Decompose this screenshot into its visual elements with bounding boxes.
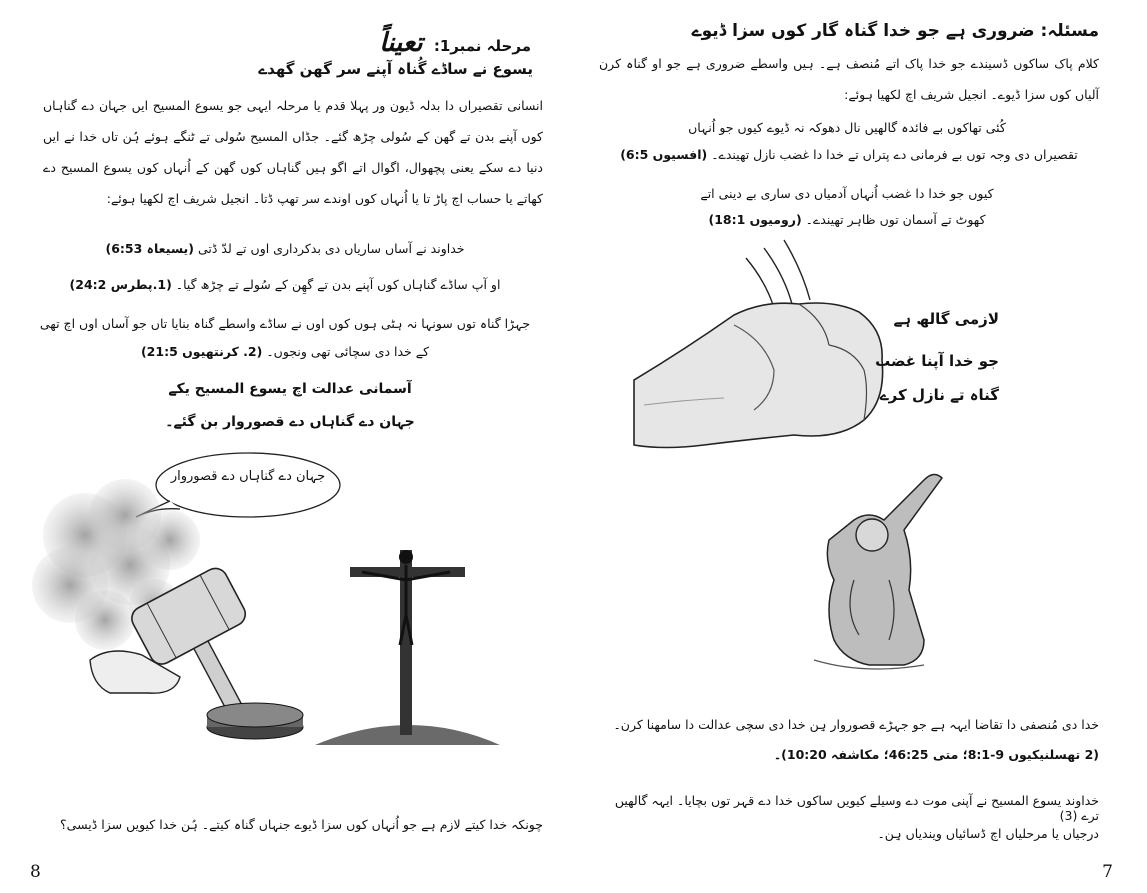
kneeling-man-illustration [774, 460, 974, 680]
verse-isaiah-ref: (یسیعاہ 6:53) [105, 241, 194, 256]
motion-lines [746, 240, 810, 308]
fist-illustration [624, 230, 894, 460]
verse-romans-line1: کیوں جو خدا دا غضب اُنہاں آدمیاں دی ساری بے دینی اتے [700, 186, 994, 201]
bottom-paragraph-1-ref: (2 تھسلنیکیوں 9-8:1؛ متی 46:25؛ مکاشفہ 10:20)۔ [773, 747, 1099, 762]
bottom-paragraph-2-line2: درجیاں یا مرحلیاں اچ ڈسائیاں ویندیاں ہِن۔ [877, 826, 1099, 841]
bottom-paragraph-1-text: خدا دی مُنصفی دا تقاضا ایہہ ہے جو جہڑے قصوروار ہِن خدا دی سچی عدالت دا سامھنا کرن۔ [613, 717, 1099, 732]
side-line2: جو خدا آپنا غضب [875, 352, 999, 370]
stage-heading [379, 28, 531, 58]
bottom-paragraph-2-line1: خداوند یسوع المسیح نے آپنی موت دے وسیلے کیویں ساکوں خدا دے قہر توں بچایا۔ ایہہ گالھیں ترے (3) [614, 793, 1099, 823]
verse-peter [50, 277, 520, 292]
side-line1: لازمی گالھ ہے [893, 310, 999, 328]
cross [315, 550, 500, 745]
bottom-paragraph-1 [599, 710, 1099, 770]
issue-title: مسئلہ: ضروری ہے جو خدا گناہ گار کوں سزا ڈیوے [691, 21, 1099, 41]
verse-isaiah-text: خداوند نے آساں ساریاں دی بدکرداری اوں تے لدّ ڈتی [197, 241, 465, 256]
speech-bubble [136, 453, 340, 517]
verse-ephesians-line2 [599, 147, 1099, 162]
intro-paragraph: انسانی تقصیراں دا بدلہ ڈیون ور پہلا قدم یا مرحلہ ایہی جو یسوع المسیح ایں جہان دے گناہاں کوں آپنے بدن تے گھن کے سُولی چڑھ گئے۔ جڈاں المسیح سُولی تے ٹنگے ہوئے ہُن تاں خدا نے ایں دنیا دے سکے یعنی پچھوال، اگوال اتے اگو ہیں گناہاں کوں گھن کے اُنہاں کوں یسوع المسیح دے کھاتے یا حساب اچ پاڑ تا یا اُنہاں کوں اوندے سر تھپ ڈتا۔ انجیل شریف اچ لکھیا ہوئے: [43, 98, 543, 206]
issue-paragraph: کلام پاک ساکوں ڈسیندے جو خدا پاک اتے مُنصف ہے۔ ہیں واسطے ضروری ہے جو او گناہ کرن آلیاں کوں سزا ڈیوے۔ انجیل شریف اچ لکھیا ہوئے: [599, 56, 1099, 102]
heavenly-court-line2: جہان دے گناہاں دے قصوروار بن گئے۔ [165, 414, 415, 430]
sound-block [207, 703, 303, 739]
verse-ephesians-text: تقصیراں دی وجہ توں بے فرمانی دے پتراں تے خدا دا غضب نازل تھیندے۔ [711, 147, 1078, 162]
stage-label: مرحلہ نمبر1: [433, 37, 531, 55]
stage-name: تعیناً [379, 28, 423, 58]
stage-subtitle: یسوع نے ساڈے گُناہ آپنے سر گھن گھدے [258, 60, 533, 78]
verse-peter-text: او آپ ساڈے گناہاں کوں آپنے بدن تے گھِن کے سُولے تے چڑھ گیا۔ [175, 277, 501, 292]
kneeling-man [814, 474, 942, 669]
verse-corinthians-ref: (2. کرنتھیوں 21:5) [140, 344, 263, 359]
bubble-text: جہان دے گناہاں دے قصوروار [170, 469, 326, 484]
page-number-right: 7 [1102, 862, 1113, 882]
bottom-question: چونکہ خدا کیتے لازم ہے جو اُنہاں کوں سزا ڈیوے جنہاں گناہ کیتے۔ ہُن خدا کیویں سزا ڈیسی؟ [60, 817, 543, 832]
verse-ephesians-line1: کُئی تھاکوں بے فائدہ گالھیں نال دھوکہ نہ ڈیوے کیوں جو اُنہاں [688, 120, 1006, 135]
verse-corinthians-line1: جہڑا گناہ توں سونہا نہ ہٹی ہوں کوں اوں نے ساڈے واسطے گناہ بنایا تاں جو آساں اوں اچ تھی [39, 316, 531, 331]
verse-isaiah [50, 241, 520, 256]
right-page [574, 0, 1147, 893]
verse-romans-ref: (رومیوں 18:1) [708, 212, 802, 227]
verse-corinthians-line2 [50, 344, 520, 359]
judgment-illustration [30, 445, 550, 765]
side-line3: گناہ تے نازل کرے [879, 386, 999, 404]
left-page [0, 0, 573, 893]
page-number-left: 8 [30, 862, 41, 882]
verse-ephesians-ref: (افسیوں 6:5) [620, 147, 708, 162]
heavenly-court-line1: آسمانی عدالت اچ یسوع المسیح یکے [168, 381, 412, 397]
fist [634, 303, 883, 448]
verse-romans-text: کھوٹ تے آسمان توں ظاہر تھیندے۔ [805, 212, 986, 227]
verse-peter-ref: (1.پطرس 24:2) [69, 277, 172, 292]
verse-corinthians-text: کے خدا دی سچائی تھی ونجوں۔ [266, 344, 430, 359]
verse-romans-line2 [607, 212, 1087, 227]
